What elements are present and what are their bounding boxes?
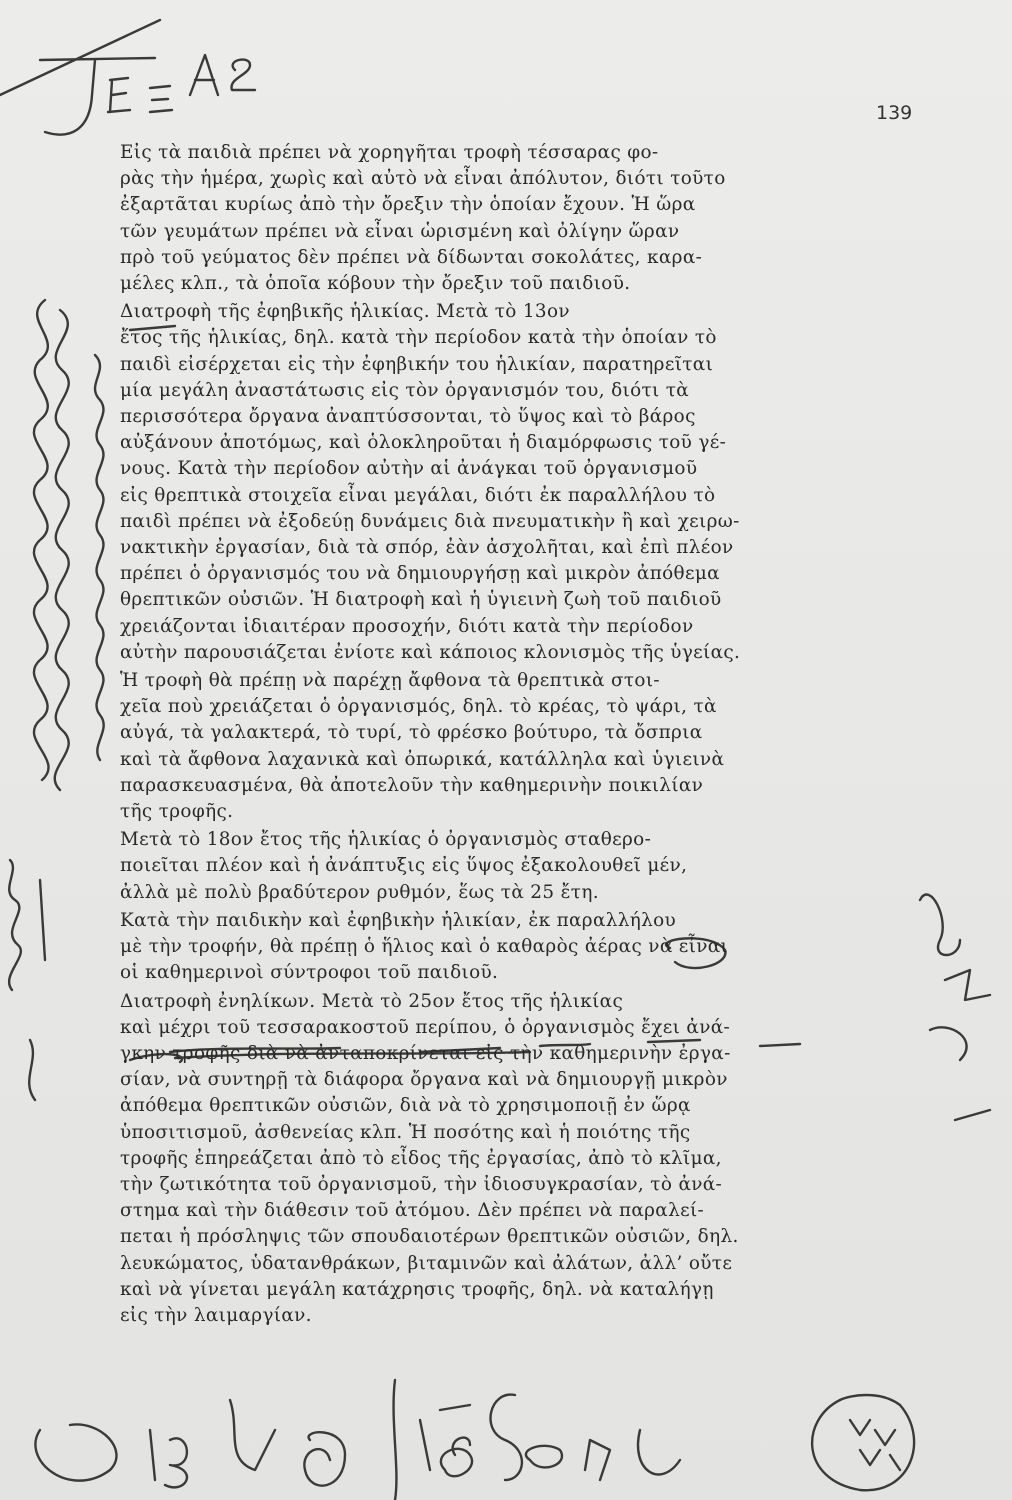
section-heading-line: Διατροφὴ ἐνηλίκων. Μετὰ τὸ 25ον ἔτος τῆς ἡλικίας bbox=[120, 990, 624, 1012]
text-line: στημα καὶ τὴν διάθεσιν τοῦ ἀτόμου. Δὲν πρέπει νὰ παραλεί- bbox=[120, 1200, 705, 1222]
text-line: μία μεγάλη ἀναστάτωσις εἰς τὸν ὀργανισμόν του, διότι τὰ bbox=[120, 379, 690, 401]
text-line: μὲ τὴν τροφήν, θὰ πρέπῃ ὁ ἥλιος καὶ ὁ καθαρὸς ἀέρας νὰ εἶναι bbox=[120, 936, 729, 958]
paragraph-adult-nutrition bbox=[120, 989, 908, 1330]
text-line: ἀπόθεμα θρεπτικῶν οὐσιῶν, διὰ νὰ τὸ χρησιμοποιῇ ἐν ὥρᾳ bbox=[120, 1095, 691, 1117]
text-line: καὶ μέχρι τοῦ τεσσαρακοστοῦ περίπου, ὁ ὀργανισμὸς ἔχει ἀνά- bbox=[120, 1016, 731, 1038]
body-text bbox=[120, 140, 908, 1331]
text-line: Κατὰ τὴν παιδικὴν καὶ ἐφηβικὴν ἡλικίαν, ἐκ παραλλήλου bbox=[120, 909, 677, 931]
text-line: οἱ καθημερινοὶ σύντροφοι τοῦ παιδιοῦ. bbox=[120, 962, 499, 984]
text-line: λευκώματος, ὑδατανθράκων, βιταμινῶν καὶ ἀλάτων, ἀλλ’ οὔτε bbox=[120, 1252, 733, 1274]
text-line: αὐξάνουν ἀποτόμως, καὶ ὁλοκληροῦται ἡ διαμόρφωσις τοῦ γέ- bbox=[120, 432, 727, 454]
text-line: ἐξαρτᾶται κυρίως ἀπὸ τὴν ὄρεξιν τὴν ὁποίαν ἔχουν. Ἡ ὥρα bbox=[120, 194, 696, 216]
text-line: σίαν, νὰ συντηρῇ τὰ διάφορα ὄργανα καὶ νὰ δημιουργῇ μικρὸν bbox=[120, 1069, 728, 1091]
text-line: καὶ τὰ ἄφθονα λαχανικὰ καὶ ὀπωρικά, κατάλληλα καὶ ὑγιεινὰ bbox=[120, 748, 725, 770]
text-line: εἰς τὴν λαιμαργίαν. bbox=[120, 1304, 312, 1326]
paragraph-children-meals bbox=[120, 140, 908, 297]
paragraph-sun-air bbox=[120, 908, 908, 987]
text-line: αὐγά, τὰ γαλακτερά, τὸ τυρί, τὸ φρέσκο βούτυρο, τὰ ὄσπρια bbox=[120, 722, 703, 744]
text-line: ποιεῖται πλέον καὶ ἡ ἀνάπτυξις εἰς ὕψος ἐξακολουθεῖ μέν, bbox=[120, 855, 688, 877]
text-line: νους. Κατὰ τὴν περίοδον αὐτὴν αἱ ἀνάγκαι τοῦ ὀργανισμοῦ bbox=[120, 458, 698, 480]
text-line: τῶν γευμάτων πρέπει νὰ εἶναι ὡρισμένη καὶ ὀλίγην ὥραν bbox=[120, 220, 680, 242]
text-line: καὶ νὰ γίνεται μεγάλη κατάχρησις τροφῆς, δηλ. νὰ καταλήγῃ bbox=[120, 1278, 714, 1300]
text-line: τῆς τροφῆς. bbox=[120, 801, 234, 823]
text-line: παιδὶ εἰσέρχεται εἰς τὴν ἐφηβικήν του ἡλικίαν, παρατηρεῖται bbox=[120, 353, 714, 375]
text-line: εἰς θρεπτικὰ στοιχεῖα εἶναι μεγάλαι, διότι ἐκ παραλλήλου τὸ bbox=[120, 484, 716, 506]
text-line: Μετὰ τὸ 18ον ἔτος τῆς ἡλικίας ὁ ὀργανισμὸς σταθερο- bbox=[120, 829, 652, 851]
text-line: ὑποσιτισμοῦ, ἀσθενείας κλπ. Ἡ ποσότης καὶ ἡ ποιότης τῆς bbox=[120, 1121, 691, 1143]
text-line: Εἰς τὰ παιδιὰ πρέπει νὰ χορηγῆται τροφὴ τέσσαρας φο- bbox=[120, 142, 659, 163]
page-number: 139 bbox=[876, 102, 913, 124]
paragraph-food-nutrients bbox=[120, 668, 908, 825]
text-line: πεται ἡ πρόσληψις τῶν σπουδαιοτέρων θρεπτικῶν οὐσιῶν, δηλ. bbox=[120, 1226, 739, 1248]
paragraph-adolescent-nutrition bbox=[120, 299, 908, 666]
text-line: ἀλλὰ μὲ πολὺ βραδύτερον ρυθμόν, ἕως τὰ 25 ἔτη. bbox=[120, 881, 599, 903]
paragraph-after-18 bbox=[120, 827, 908, 906]
text-line: αὐτὴν παρουσιάζεται ἐνίοτε καὶ κάποιος κλονισμὸς τῆς ὑγείας. bbox=[120, 641, 741, 663]
text-line: παιδὶ πρέπει νὰ ἐξοδεύῃ δυνάμεις διὰ πνευματικὴν ἢ καὶ χειρω- bbox=[120, 510, 740, 532]
text-line: τὴν ζωτικότητα τοῦ ὀργανισμοῦ, τὴν ἰδιοσυγκρασίαν, τὸ ἀνά- bbox=[120, 1173, 723, 1195]
text-line: πρέπει ὁ ὀργανισμός του νὰ δημιουργήσῃ καὶ μικρὸν ἀπόθεμα bbox=[120, 563, 720, 585]
text-line: περισσότερα ὄργανα ἀναπτύσσονται, τὸ ὕψος καὶ τὸ βάρος bbox=[120, 406, 696, 428]
text-line: χεῖα ποὺ χρειάζεται ὁ ὀργανισμός, δηλ. τὸ κρέας, τὸ ψάρι, τὰ bbox=[120, 696, 717, 718]
text-line: χρειάζονται ἰδιαιτέραν προσοχήν, διότι κατὰ τὴν περίοδον bbox=[120, 615, 694, 637]
text-line: παρασκευασμένα, θὰ ἀποτελοῦν τὴν καθημερινὴν ποικιλίαν bbox=[120, 774, 704, 796]
section-heading-line: Διατροφὴ τῆς ἐφηβικῆς ἡλικίας. Μετὰ τὸ 13ον bbox=[120, 301, 570, 323]
text-line: γκην τροφῆς διὰ νὰ ἀνταποκρίνεται εἰς τὴν καθημερινὴν ἐργα- bbox=[120, 1042, 731, 1064]
text-line: ἔτος τῆς ἡλικίας, δηλ. κατὰ τὴν περίοδον κατὰ τὴν ὁποίαν τὸ bbox=[120, 327, 717, 349]
text-line: τροφῆς ἐπηρεάζεται ἀπὸ τὸ εἶδος τῆς ἐργασίας, ἀπὸ τὸ κλῖμα, bbox=[120, 1147, 722, 1169]
text-line: πρὸ τοῦ γεύματος δὲν πρέπει νὰ δίδωνται σοκολάτες, καρα- bbox=[120, 246, 703, 268]
text-line: μέλες κλπ., τὰ ὁποῖα κόβουν τὴν ὄρεξιν τοῦ παιδιοῦ. bbox=[120, 273, 631, 295]
text-line: νακτικὴν ἐργασίαν, διὰ τὰ σπόρ, ἐὰν ἀσχολῆται, καὶ ἐπὶ πλέον bbox=[120, 537, 734, 559]
text-line: Ἡ τροφὴ θὰ πρέπῃ νὰ παρέχῃ ἄφθονα τὰ θρεπτικὰ στοι- bbox=[120, 670, 660, 692]
text-line: θρεπτικῶν οὐσιῶν. Ἡ διατροφὴ καὶ ἡ ὑγιεινὴ ζωὴ τοῦ παιδιοῦ bbox=[120, 589, 722, 611]
text-line: ρὰς τὴν ἡμέρα, χωρὶς καὶ αὐτὸ νὰ εἶναι ἀπόλυτον, διότι τοῦτο bbox=[120, 168, 726, 190]
